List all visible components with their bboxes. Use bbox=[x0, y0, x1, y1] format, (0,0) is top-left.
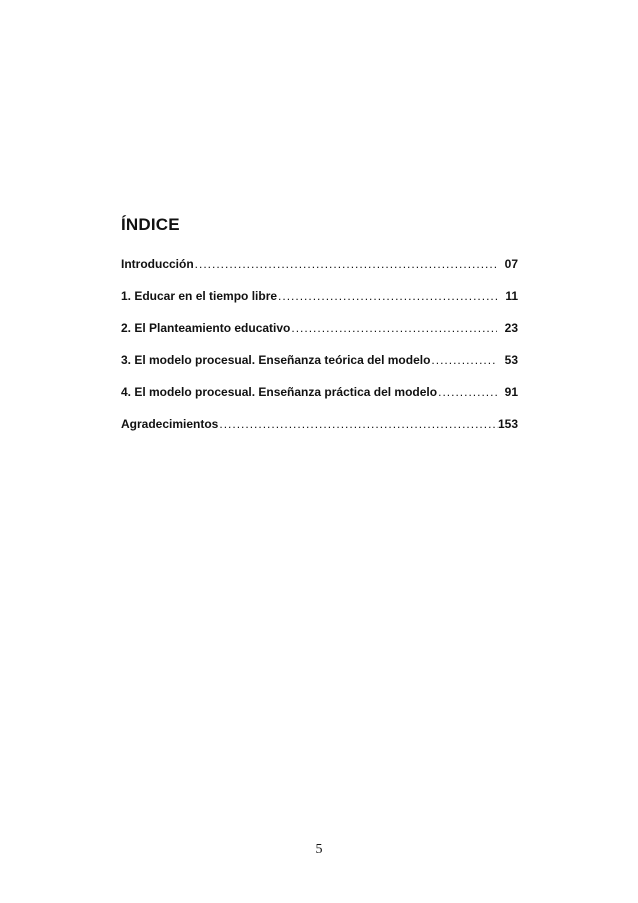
toc-entry-educar-tiempo-libre[interactable] bbox=[121, 290, 518, 322]
dot-leader bbox=[195, 258, 497, 270]
toc-entry-label: Introducción bbox=[121, 258, 194, 271]
toc-entry-page: 53 bbox=[504, 354, 518, 367]
toc-entry-page: 07 bbox=[504, 258, 518, 271]
toc-entry-page: 23 bbox=[504, 322, 518, 335]
toc-entry-label: 2. El Planteamiento educativo bbox=[121, 322, 291, 335]
toc-entry-introduccion[interactable] bbox=[121, 258, 518, 290]
toc-entry-label: 3. El modelo procesual. Enseñanza teórica del modelo bbox=[121, 354, 431, 367]
toc-entry-planteamiento-educativo[interactable] bbox=[121, 322, 518, 354]
toc-entry-label: 4. El modelo procesual. Enseñanza práctica del modelo bbox=[121, 386, 438, 399]
table-of-contents bbox=[121, 258, 518, 450]
toc-entry-ensenanza-teorica[interactable] bbox=[121, 354, 518, 386]
toc-entry-agradecimientos[interactable] bbox=[121, 418, 518, 450]
dot-leader bbox=[438, 386, 497, 398]
toc-entry-page: 153 bbox=[497, 418, 518, 431]
dot-leader bbox=[219, 418, 498, 430]
dot-leader bbox=[291, 322, 496, 334]
toc-entry-ensenanza-practica[interactable] bbox=[121, 386, 518, 418]
toc-entry-page: 11 bbox=[505, 290, 518, 303]
toc-entry-page: 91 bbox=[504, 386, 518, 399]
page-number: 5 bbox=[315, 842, 323, 857]
dot-leader bbox=[431, 354, 496, 366]
toc-entry-label: 1. Educar en el tiempo libre bbox=[121, 290, 278, 303]
page-title: ÍNDICE bbox=[121, 215, 180, 234]
dot-leader bbox=[278, 290, 497, 302]
toc-entry-label: Agradecimientos bbox=[121, 418, 219, 431]
